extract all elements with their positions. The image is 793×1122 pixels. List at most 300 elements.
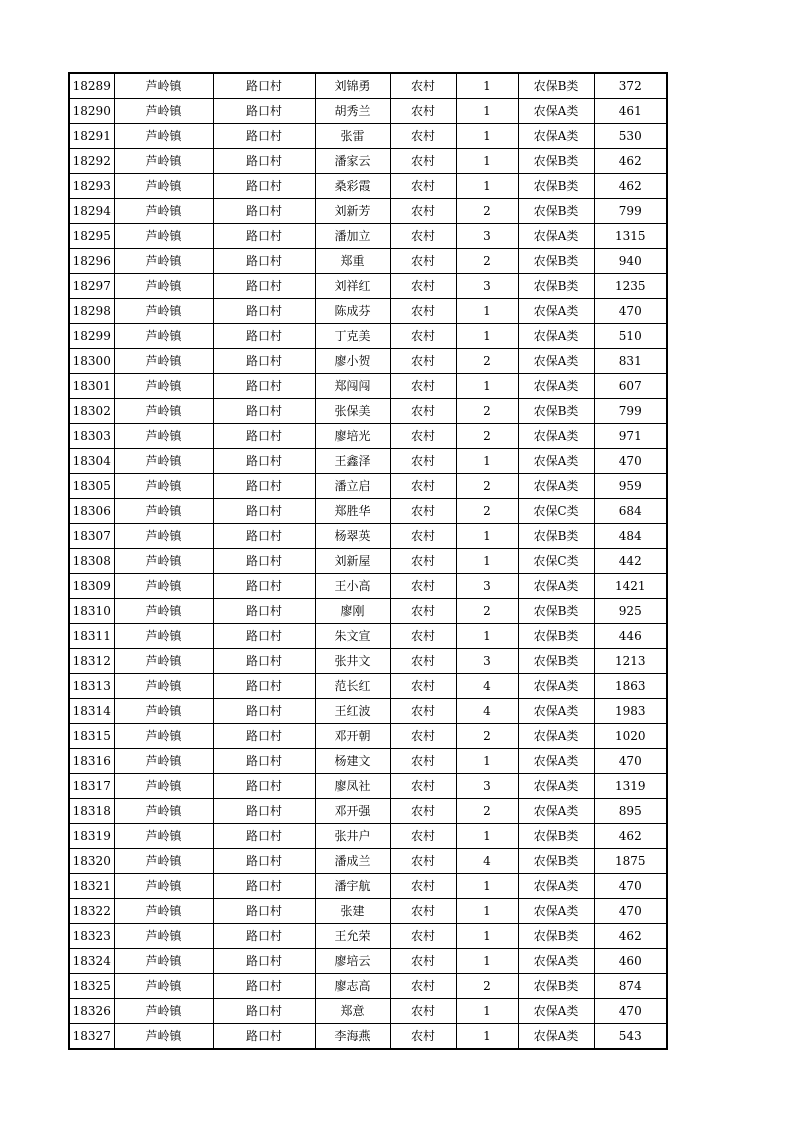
household-type-cell: 农村 xyxy=(390,924,456,949)
village-cell: 路口村 xyxy=(213,399,315,424)
table-row xyxy=(69,349,667,374)
household-type-cell: 农村 xyxy=(390,349,456,374)
household-type-cell: 农村 xyxy=(390,899,456,924)
name-cell: 郑胜华 xyxy=(315,499,390,524)
town-cell: 芦岭镇 xyxy=(114,324,213,349)
household-type-cell: 农村 xyxy=(390,199,456,224)
member-count-cell: 1 xyxy=(456,524,518,549)
table-row xyxy=(69,374,667,399)
category-cell: 农保C类 xyxy=(518,499,594,524)
category-cell: 农保B类 xyxy=(518,624,594,649)
subsidy-table xyxy=(68,72,668,1050)
member-count-cell: 1 xyxy=(456,749,518,774)
amount-cell: 460 xyxy=(594,949,667,974)
row-id-cell: 18301 xyxy=(69,374,114,399)
amount-cell: 470 xyxy=(594,449,667,474)
household-type-cell: 农村 xyxy=(390,124,456,149)
town-cell: 芦岭镇 xyxy=(114,874,213,899)
member-count-cell: 3 xyxy=(456,774,518,799)
household-type-cell: 农村 xyxy=(390,374,456,399)
village-cell: 路口村 xyxy=(213,274,315,299)
name-cell: 刘新芳 xyxy=(315,199,390,224)
row-id-cell: 18307 xyxy=(69,524,114,549)
town-cell: 芦岭镇 xyxy=(114,474,213,499)
village-cell: 路口村 xyxy=(213,924,315,949)
household-type-cell: 农村 xyxy=(390,874,456,899)
village-cell: 路口村 xyxy=(213,949,315,974)
amount-cell: 470 xyxy=(594,874,667,899)
row-id-cell: 18312 xyxy=(69,649,114,674)
table-row xyxy=(69,924,667,949)
table-row xyxy=(69,499,667,524)
amount-cell: 543 xyxy=(594,1024,667,1050)
town-cell: 芦岭镇 xyxy=(114,349,213,374)
member-count-cell: 4 xyxy=(456,674,518,699)
member-count-cell: 1 xyxy=(456,824,518,849)
village-cell: 路口村 xyxy=(213,649,315,674)
row-id-cell: 18297 xyxy=(69,274,114,299)
village-cell: 路口村 xyxy=(213,149,315,174)
name-cell: 杨建文 xyxy=(315,749,390,774)
household-type-cell: 农村 xyxy=(390,249,456,274)
row-id-cell: 18292 xyxy=(69,149,114,174)
category-cell: 农保C类 xyxy=(518,549,594,574)
table-row xyxy=(69,549,667,574)
category-cell: 农保A类 xyxy=(518,699,594,724)
row-id-cell: 18319 xyxy=(69,824,114,849)
amount-cell: 1421 xyxy=(594,574,667,599)
member-count-cell: 2 xyxy=(456,474,518,499)
table-row xyxy=(69,299,667,324)
village-cell: 路口村 xyxy=(213,824,315,849)
row-id-cell: 18321 xyxy=(69,874,114,899)
member-count-cell: 1 xyxy=(456,924,518,949)
amount-cell: 1213 xyxy=(594,649,667,674)
amount-cell: 607 xyxy=(594,374,667,399)
name-cell: 郑闯闯 xyxy=(315,374,390,399)
household-type-cell: 农村 xyxy=(390,974,456,999)
village-cell: 路口村 xyxy=(213,624,315,649)
household-type-cell: 农村 xyxy=(390,849,456,874)
household-type-cell: 农村 xyxy=(390,449,456,474)
table-row xyxy=(69,1024,667,1050)
household-type-cell: 农村 xyxy=(390,73,456,99)
name-cell: 廖培云 xyxy=(315,949,390,974)
row-id-cell: 18303 xyxy=(69,424,114,449)
member-count-cell: 3 xyxy=(456,649,518,674)
category-cell: 农保A类 xyxy=(518,474,594,499)
category-cell: 农保A类 xyxy=(518,324,594,349)
amount-cell: 461 xyxy=(594,99,667,124)
town-cell: 芦岭镇 xyxy=(114,99,213,124)
household-type-cell: 农村 xyxy=(390,399,456,424)
name-cell: 张保美 xyxy=(315,399,390,424)
member-count-cell: 1 xyxy=(456,149,518,174)
member-count-cell: 2 xyxy=(456,199,518,224)
name-cell: 张井文 xyxy=(315,649,390,674)
name-cell: 朱文宣 xyxy=(315,624,390,649)
row-id-cell: 18291 xyxy=(69,124,114,149)
name-cell: 胡秀兰 xyxy=(315,99,390,124)
amount-cell: 1863 xyxy=(594,674,667,699)
category-cell: 农保B类 xyxy=(518,649,594,674)
row-id-cell: 18295 xyxy=(69,224,114,249)
row-id-cell: 18318 xyxy=(69,799,114,824)
name-cell: 张井户 xyxy=(315,824,390,849)
household-type-cell: 农村 xyxy=(390,799,456,824)
table-row xyxy=(69,874,667,899)
name-cell: 潘家云 xyxy=(315,149,390,174)
village-cell: 路口村 xyxy=(213,499,315,524)
category-cell: 农保B类 xyxy=(518,524,594,549)
household-type-cell: 农村 xyxy=(390,549,456,574)
category-cell: 农保B类 xyxy=(518,974,594,999)
amount-cell: 530 xyxy=(594,124,667,149)
name-cell: 郑意 xyxy=(315,999,390,1024)
amount-cell: 799 xyxy=(594,399,667,424)
town-cell: 芦岭镇 xyxy=(114,73,213,99)
category-cell: 农保A类 xyxy=(518,424,594,449)
household-type-cell: 农村 xyxy=(390,574,456,599)
member-count-cell: 1 xyxy=(456,549,518,574)
member-count-cell: 2 xyxy=(456,724,518,749)
member-count-cell: 2 xyxy=(456,349,518,374)
row-id-cell: 18306 xyxy=(69,499,114,524)
town-cell: 芦岭镇 xyxy=(114,149,213,174)
table-row xyxy=(69,449,667,474)
member-count-cell: 2 xyxy=(456,799,518,824)
name-cell: 王允荣 xyxy=(315,924,390,949)
member-count-cell: 1 xyxy=(456,124,518,149)
household-type-cell: 农村 xyxy=(390,274,456,299)
table-row xyxy=(69,749,667,774)
category-cell: 农保A类 xyxy=(518,349,594,374)
amount-cell: 895 xyxy=(594,799,667,824)
household-type-cell: 农村 xyxy=(390,324,456,349)
household-type-cell: 农村 xyxy=(390,824,456,849)
row-id-cell: 18304 xyxy=(69,449,114,474)
amount-cell: 484 xyxy=(594,524,667,549)
row-id-cell: 18322 xyxy=(69,899,114,924)
table-row xyxy=(69,149,667,174)
village-cell: 路口村 xyxy=(213,349,315,374)
member-count-cell: 3 xyxy=(456,574,518,599)
category-cell: 农保B类 xyxy=(518,399,594,424)
household-type-cell: 农村 xyxy=(390,499,456,524)
amount-cell: 446 xyxy=(594,624,667,649)
category-cell: 农保B类 xyxy=(518,849,594,874)
household-type-cell: 农村 xyxy=(390,624,456,649)
row-id-cell: 18302 xyxy=(69,399,114,424)
member-count-cell: 1 xyxy=(456,1024,518,1050)
town-cell: 芦岭镇 xyxy=(114,599,213,624)
row-id-cell: 18305 xyxy=(69,474,114,499)
village-cell: 路口村 xyxy=(213,774,315,799)
category-cell: 农保A类 xyxy=(518,574,594,599)
household-type-cell: 农村 xyxy=(390,1024,456,1050)
household-type-cell: 农村 xyxy=(390,149,456,174)
member-count-cell: 2 xyxy=(456,599,518,624)
table-row xyxy=(69,399,667,424)
household-type-cell: 农村 xyxy=(390,174,456,199)
table-row xyxy=(69,774,667,799)
name-cell: 廖志高 xyxy=(315,974,390,999)
town-cell: 芦岭镇 xyxy=(114,999,213,1024)
table-row xyxy=(69,324,667,349)
member-count-cell: 2 xyxy=(456,499,518,524)
category-cell: 农保B类 xyxy=(518,249,594,274)
town-cell: 芦岭镇 xyxy=(114,824,213,849)
table-row xyxy=(69,524,667,549)
row-id-cell: 18309 xyxy=(69,574,114,599)
name-cell: 廖凤社 xyxy=(315,774,390,799)
table-row xyxy=(69,73,667,99)
town-cell: 芦岭镇 xyxy=(114,1024,213,1050)
household-type-cell: 农村 xyxy=(390,299,456,324)
village-cell: 路口村 xyxy=(213,724,315,749)
village-cell: 路口村 xyxy=(213,449,315,474)
amount-cell: 1983 xyxy=(594,699,667,724)
name-cell: 丁克美 xyxy=(315,324,390,349)
household-type-cell: 农村 xyxy=(390,599,456,624)
amount-cell: 462 xyxy=(594,824,667,849)
town-cell: 芦岭镇 xyxy=(114,174,213,199)
town-cell: 芦岭镇 xyxy=(114,524,213,549)
table-row xyxy=(69,599,667,624)
category-cell: 农保A类 xyxy=(518,99,594,124)
member-count-cell: 1 xyxy=(456,174,518,199)
name-cell: 刘锦勇 xyxy=(315,73,390,99)
village-cell: 路口村 xyxy=(213,249,315,274)
household-type-cell: 农村 xyxy=(390,99,456,124)
amount-cell: 959 xyxy=(594,474,667,499)
row-id-cell: 18298 xyxy=(69,299,114,324)
member-count-cell: 2 xyxy=(456,399,518,424)
town-cell: 芦岭镇 xyxy=(114,749,213,774)
amount-cell: 470 xyxy=(594,749,667,774)
name-cell: 邓开强 xyxy=(315,799,390,824)
member-count-cell: 4 xyxy=(456,699,518,724)
amount-cell: 462 xyxy=(594,924,667,949)
town-cell: 芦岭镇 xyxy=(114,424,213,449)
category-cell: 农保A类 xyxy=(518,224,594,249)
village-cell: 路口村 xyxy=(213,124,315,149)
village-cell: 路口村 xyxy=(213,174,315,199)
name-cell: 王红波 xyxy=(315,699,390,724)
town-cell: 芦岭镇 xyxy=(114,224,213,249)
name-cell: 陈成芬 xyxy=(315,299,390,324)
member-count-cell: 1 xyxy=(456,624,518,649)
village-cell: 路口村 xyxy=(213,699,315,724)
household-type-cell: 农村 xyxy=(390,224,456,249)
town-cell: 芦岭镇 xyxy=(114,374,213,399)
member-count-cell: 1 xyxy=(456,374,518,399)
table-row xyxy=(69,999,667,1024)
member-count-cell: 2 xyxy=(456,974,518,999)
category-cell: 农保A类 xyxy=(518,724,594,749)
town-cell: 芦岭镇 xyxy=(114,499,213,524)
amount-cell: 831 xyxy=(594,349,667,374)
amount-cell: 510 xyxy=(594,324,667,349)
table-row xyxy=(69,724,667,749)
name-cell: 潘宇航 xyxy=(315,874,390,899)
amount-cell: 1235 xyxy=(594,274,667,299)
category-cell: 农保A类 xyxy=(518,374,594,399)
name-cell: 廖小贺 xyxy=(315,349,390,374)
town-cell: 芦岭镇 xyxy=(114,249,213,274)
table-row xyxy=(69,949,667,974)
village-cell: 路口村 xyxy=(213,99,315,124)
town-cell: 芦岭镇 xyxy=(114,299,213,324)
name-cell: 桑彩霞 xyxy=(315,174,390,199)
row-id-cell: 18325 xyxy=(69,974,114,999)
category-cell: 农保A类 xyxy=(518,949,594,974)
village-cell: 路口村 xyxy=(213,299,315,324)
member-count-cell: 1 xyxy=(456,449,518,474)
town-cell: 芦岭镇 xyxy=(114,899,213,924)
name-cell: 王小高 xyxy=(315,574,390,599)
town-cell: 芦岭镇 xyxy=(114,724,213,749)
amount-cell: 684 xyxy=(594,499,667,524)
row-id-cell: 18289 xyxy=(69,73,114,99)
amount-cell: 1315 xyxy=(594,224,667,249)
category-cell: 农保B类 xyxy=(518,824,594,849)
amount-cell: 470 xyxy=(594,899,667,924)
name-cell: 邓开朝 xyxy=(315,724,390,749)
table-row xyxy=(69,849,667,874)
village-cell: 路口村 xyxy=(213,599,315,624)
town-cell: 芦岭镇 xyxy=(114,399,213,424)
town-cell: 芦岭镇 xyxy=(114,549,213,574)
row-id-cell: 18300 xyxy=(69,349,114,374)
name-cell: 潘成兰 xyxy=(315,849,390,874)
member-count-cell: 1 xyxy=(456,874,518,899)
table-body xyxy=(69,73,667,1049)
amount-cell: 462 xyxy=(594,174,667,199)
member-count-cell: 2 xyxy=(456,424,518,449)
table-row xyxy=(69,824,667,849)
village-cell: 路口村 xyxy=(213,799,315,824)
town-cell: 芦岭镇 xyxy=(114,624,213,649)
village-cell: 路口村 xyxy=(213,199,315,224)
row-id-cell: 18310 xyxy=(69,599,114,624)
household-type-cell: 农村 xyxy=(390,674,456,699)
category-cell: 农保A类 xyxy=(518,874,594,899)
town-cell: 芦岭镇 xyxy=(114,849,213,874)
household-type-cell: 农村 xyxy=(390,949,456,974)
table-row xyxy=(69,674,667,699)
village-cell: 路口村 xyxy=(213,674,315,699)
row-id-cell: 18323 xyxy=(69,924,114,949)
town-cell: 芦岭镇 xyxy=(114,974,213,999)
village-cell: 路口村 xyxy=(213,549,315,574)
amount-cell: 1319 xyxy=(594,774,667,799)
town-cell: 芦岭镇 xyxy=(114,274,213,299)
row-id-cell: 18311 xyxy=(69,624,114,649)
row-id-cell: 18296 xyxy=(69,249,114,274)
row-id-cell: 18316 xyxy=(69,749,114,774)
village-cell: 路口村 xyxy=(213,524,315,549)
category-cell: 农保B类 xyxy=(518,924,594,949)
name-cell: 张建 xyxy=(315,899,390,924)
village-cell: 路口村 xyxy=(213,424,315,449)
row-id-cell: 18293 xyxy=(69,174,114,199)
town-cell: 芦岭镇 xyxy=(114,199,213,224)
village-cell: 路口村 xyxy=(213,474,315,499)
household-type-cell: 农村 xyxy=(390,699,456,724)
row-id-cell: 18313 xyxy=(69,674,114,699)
category-cell: 农保A类 xyxy=(518,299,594,324)
town-cell: 芦岭镇 xyxy=(114,924,213,949)
category-cell: 农保B类 xyxy=(518,149,594,174)
amount-cell: 442 xyxy=(594,549,667,574)
village-cell: 路口村 xyxy=(213,374,315,399)
household-type-cell: 农村 xyxy=(390,774,456,799)
table-row xyxy=(69,199,667,224)
amount-cell: 470 xyxy=(594,999,667,1024)
name-cell: 杨翠英 xyxy=(315,524,390,549)
row-id-cell: 18320 xyxy=(69,849,114,874)
category-cell: 农保A类 xyxy=(518,674,594,699)
table-row xyxy=(69,799,667,824)
amount-cell: 462 xyxy=(594,149,667,174)
row-id-cell: 18314 xyxy=(69,699,114,724)
village-cell: 路口村 xyxy=(213,1024,315,1050)
amount-cell: 1020 xyxy=(594,724,667,749)
category-cell: 农保B类 xyxy=(518,199,594,224)
town-cell: 芦岭镇 xyxy=(114,124,213,149)
name-cell: 范长红 xyxy=(315,674,390,699)
amount-cell: 940 xyxy=(594,249,667,274)
village-cell: 路口村 xyxy=(213,749,315,774)
table-row xyxy=(69,899,667,924)
member-count-cell: 1 xyxy=(456,73,518,99)
name-cell: 廖培光 xyxy=(315,424,390,449)
name-cell: 张雷 xyxy=(315,124,390,149)
table-row xyxy=(69,474,667,499)
household-type-cell: 农村 xyxy=(390,724,456,749)
village-cell: 路口村 xyxy=(213,899,315,924)
category-cell: 农保B类 xyxy=(518,274,594,299)
village-cell: 路口村 xyxy=(213,874,315,899)
name-cell: 王鑫泽 xyxy=(315,449,390,474)
category-cell: 农保A类 xyxy=(518,999,594,1024)
category-cell: 农保A类 xyxy=(518,449,594,474)
village-cell: 路口村 xyxy=(213,999,315,1024)
member-count-cell: 3 xyxy=(456,224,518,249)
amount-cell: 925 xyxy=(594,599,667,624)
household-type-cell: 农村 xyxy=(390,999,456,1024)
town-cell: 芦岭镇 xyxy=(114,449,213,474)
village-cell: 路口村 xyxy=(213,224,315,249)
row-id-cell: 18315 xyxy=(69,724,114,749)
member-count-cell: 1 xyxy=(456,949,518,974)
household-type-cell: 农村 xyxy=(390,474,456,499)
table-row xyxy=(69,174,667,199)
category-cell: 农保B类 xyxy=(518,599,594,624)
town-cell: 芦岭镇 xyxy=(114,674,213,699)
amount-cell: 372 xyxy=(594,73,667,99)
table-row xyxy=(69,274,667,299)
category-cell: 农保A类 xyxy=(518,774,594,799)
name-cell: 廖刚 xyxy=(315,599,390,624)
town-cell: 芦岭镇 xyxy=(114,699,213,724)
name-cell: 刘新屋 xyxy=(315,549,390,574)
amount-cell: 799 xyxy=(594,199,667,224)
name-cell: 郑重 xyxy=(315,249,390,274)
table-row xyxy=(69,699,667,724)
table-row xyxy=(69,649,667,674)
